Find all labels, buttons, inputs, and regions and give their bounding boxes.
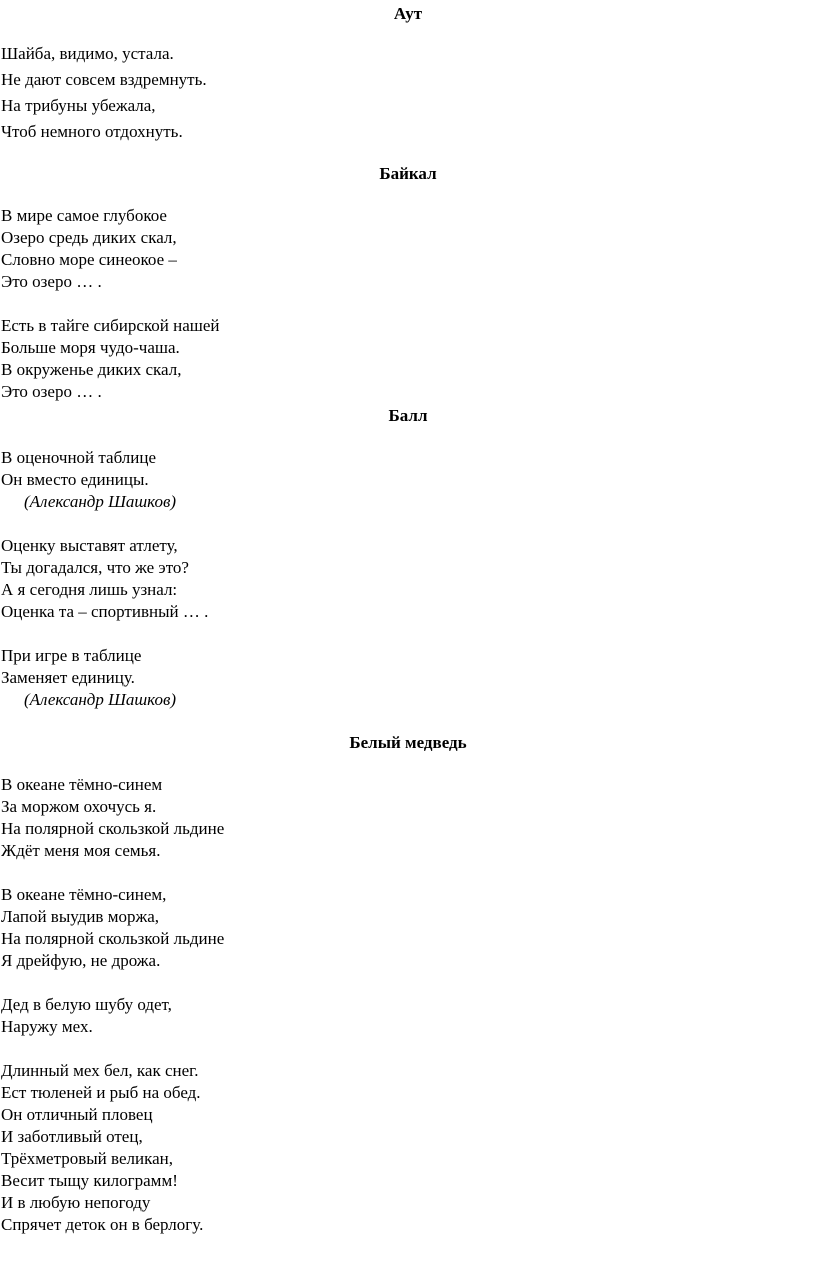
poem-line: А я сегодня лишь узнал:	[1, 580, 178, 599]
poem-line: Есть в тайге сибирской нашей	[1, 316, 220, 335]
poem-line: Наружу мех.	[1, 1017, 93, 1036]
poem-author: (Александр Шашков)	[24, 492, 177, 511]
poem-line: Он вместо единицы.	[1, 470, 149, 489]
poem-line: Больше моря чудо-чаша.	[1, 338, 180, 357]
poem-line: В оценочной таблице	[1, 448, 157, 467]
poem-line: За моржом охочусь я.	[1, 797, 157, 816]
poem-line: В мире самое глубокое	[1, 206, 167, 225]
poem-line: На полярной скользкой льдине	[1, 819, 225, 838]
poem-line: В океане тёмно-синем	[1, 775, 163, 794]
poem-line: Весит тыщу килограмм!	[1, 1171, 178, 1190]
poem-line: Лапой выудив моржа,	[1, 907, 159, 926]
poem-line: Чтоб немного отдохнуть.	[1, 122, 183, 141]
poem-line: Длинный мех бел, как снег.	[1, 1061, 199, 1080]
poem-line: Спрячет деток он в берлогу.	[1, 1215, 204, 1234]
poem-line: В океане тёмно-синем,	[1, 885, 167, 904]
poem-line: Не дают совсем вздремнуть.	[1, 70, 207, 89]
poem-line: Ест тюленей и рыб на обед.	[1, 1083, 201, 1102]
poem-line: Ждёт меня моя семья.	[1, 841, 161, 860]
poem-title: Аут	[393, 4, 423, 23]
poem-line: Оценка та – спортивный … .	[1, 602, 209, 621]
poem-line: Трёхметровый великан,	[1, 1149, 173, 1168]
poem-line: Заменяет единицу.	[1, 668, 135, 687]
poem-line: При игре в таблице	[1, 646, 142, 665]
poem-line: Оценку выставят атлету,	[1, 536, 178, 555]
poem-line: Озеро средь диких скал,	[1, 228, 177, 247]
poem-line: И заботливый отец,	[1, 1127, 143, 1146]
poem-line: И в любую непогоду	[1, 1193, 151, 1212]
poem-title: Балл	[388, 406, 428, 425]
poem-author: (Александр Шашков)	[24, 690, 177, 709]
poem-line: Это озеро … .	[1, 382, 102, 401]
poem-line: Ты догадался, что же это?	[1, 558, 189, 577]
poem-line: На полярной скользкой льдине	[1, 929, 225, 948]
poem-line: Дед в белую шубу одет,	[1, 995, 172, 1014]
poem-line: Я дрейфую, не дрожа.	[1, 951, 161, 970]
poem-line: В окруженье диких скал,	[1, 360, 182, 379]
poem-title: Байкал	[379, 164, 437, 183]
poem-line: Это озеро … .	[1, 272, 102, 291]
poem-line: Он отличный пловец	[1, 1105, 153, 1124]
poem-line: На трибуны убежала,	[1, 96, 156, 115]
poem-title: Белый медведь	[349, 733, 467, 752]
poem-line: Шайба, видимо, устала.	[1, 44, 174, 63]
poem-line: Словно море синеокое –	[1, 250, 177, 269]
